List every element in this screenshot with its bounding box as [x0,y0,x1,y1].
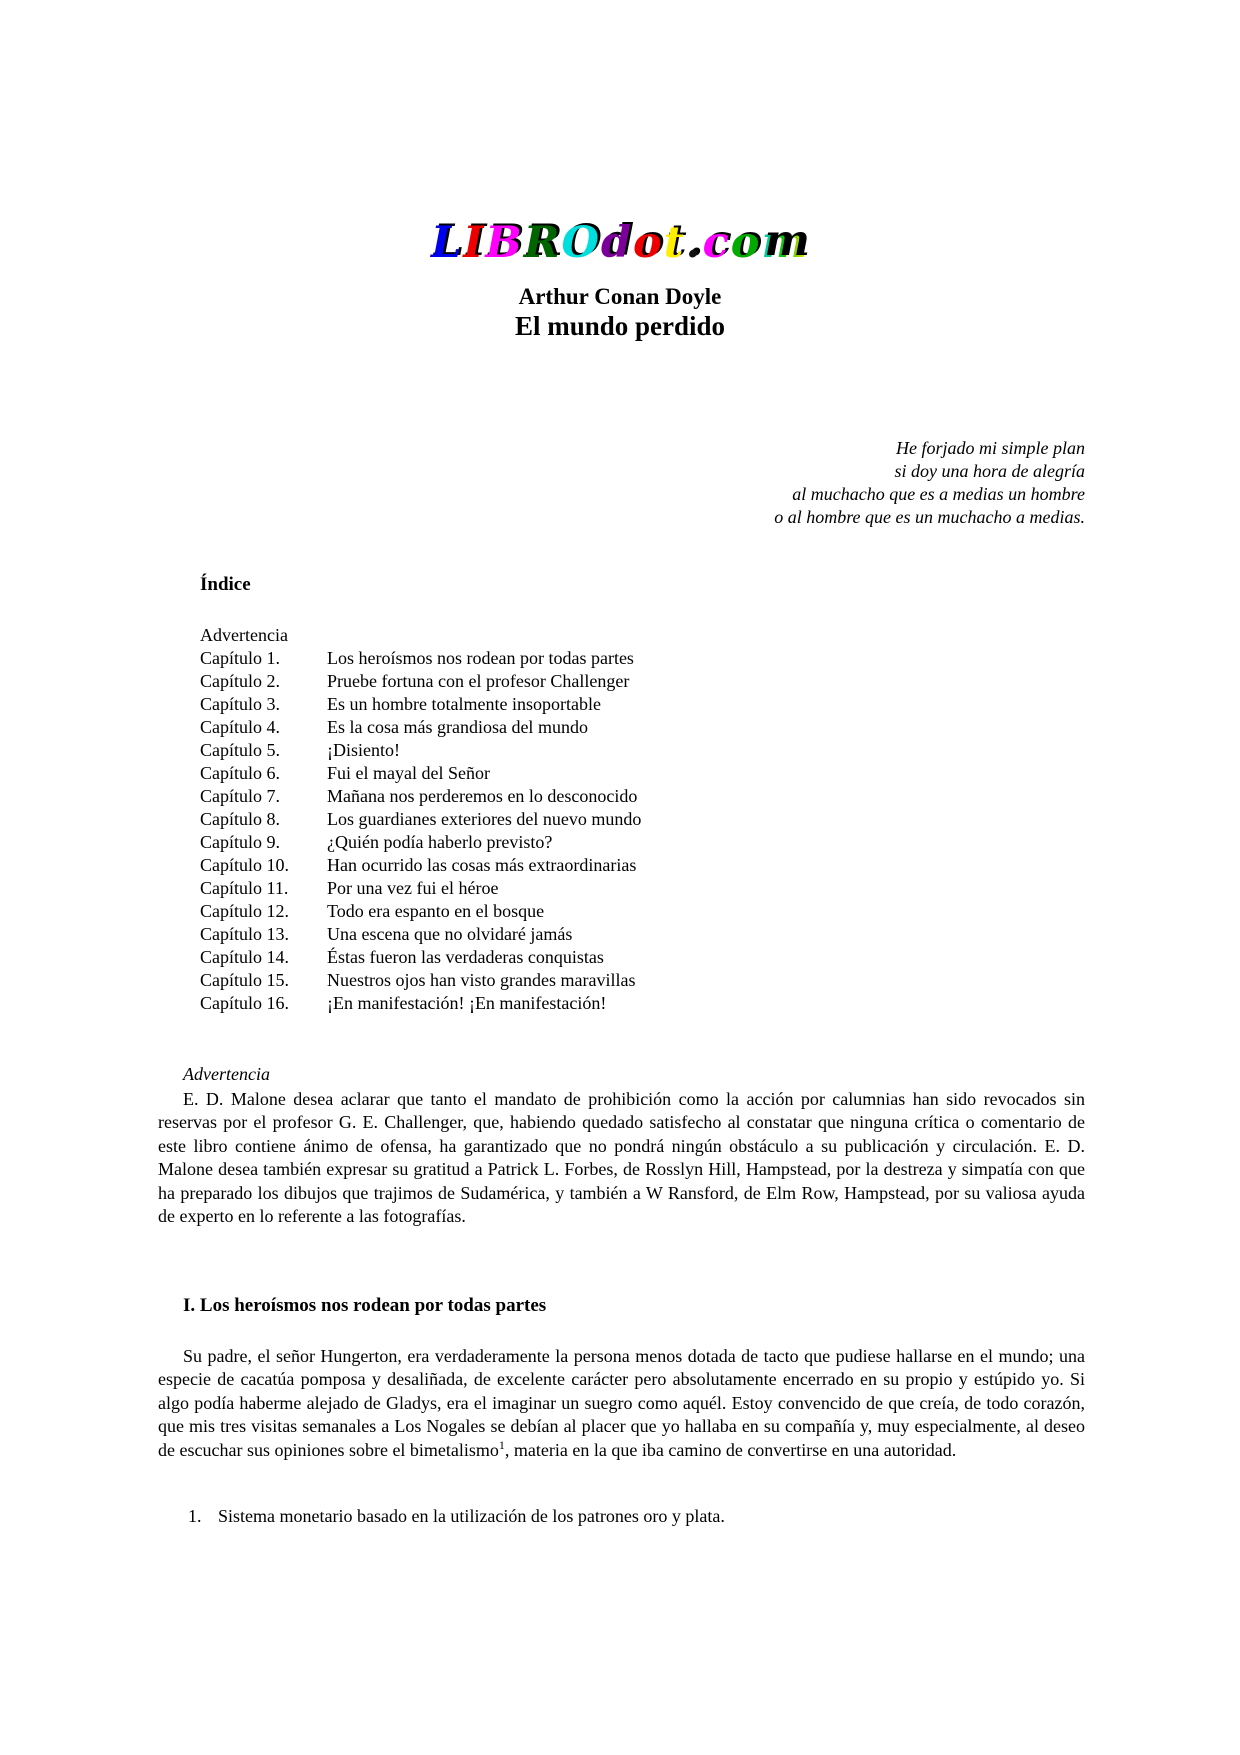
librodot-logo [0,220,1240,267]
toc-label: Capítulo 3. [200,694,280,714]
toc-title: Éstas fueron las verdaderas conquistas [327,947,604,967]
toc-label: Capítulo 8. [200,809,280,829]
toc-title: Una escena que no olvidaré jamás [327,924,573,944]
footnote-reference: 1 [498,1437,505,1452]
chapter1-heading: I. Los heroísmos nos rodean por todas partes [183,1295,547,1316]
toc-title: Todo era espanto en el bosque [327,901,545,921]
toc-label: Capítulo 7. [200,786,280,806]
toc-row [200,854,641,877]
epigraph-line: o al hombre que es un muchacho a medias. [774,507,1085,527]
toc-row [200,785,641,808]
toc-row [200,739,641,762]
toc-title: ¡En manifestación! ¡En manifestación! [327,993,607,1013]
book-title: El mundo perdido [514,311,726,341]
toc-heading: Índice [200,574,251,595]
toc-title: ¿Quién podía haberlo previsto? [327,832,553,852]
toc-label: Capítulo 11. [200,878,289,898]
toc-label: Advertencia [200,625,288,645]
toc-label: Capítulo 6. [200,763,280,783]
toc-row [200,693,641,716]
toc-list [200,624,641,1015]
author-name: Arthur Conan Doyle [518,284,722,309]
logo-letter: I [463,218,486,268]
toc-label: Capítulo 13. [200,924,289,944]
toc-row [200,762,641,785]
toc-title: Es la cosa más grandiosa del mundo [327,717,588,737]
epigraph-line: He forjado mi simple plan [896,438,1085,458]
logo-letter: t [663,218,686,268]
toc-row [200,969,641,992]
toc-label: Capítulo 10. [200,855,289,875]
toc-label: Capítulo 2. [200,671,280,691]
toc-row [200,716,641,739]
toc-label: Capítulo 14. [200,947,289,967]
logo-letter: L [431,218,464,268]
toc-title: ¡Disiento! [327,740,400,760]
footnote-text: Sistema monetario basado en la utilización de los patrones oro y plata. [218,1506,725,1526]
toc-title: Han ocurrido las cosas más extraordinarias [327,855,637,875]
epigraph-line: si doy una hora de alegría [894,461,1085,481]
toc-row [200,877,641,900]
chapter1-text: Su padre, el señor Hungerton, era verdaderamente la persona menos dotada de tacto que pudiese hallarse en el mundo; una especie de cacatúa pomposa y desaliñada, de excelente carácter pero absolutamente encerrado en su propio y estúpido yo. Si algo podía haberme alejado de Gladys, era el imaginar un suegro como aquél. Estoy convencido de que creía, de todo corazón, que mis tres visitas semanales a Los Nogales se debían al placer que yo hallaba en su compañía y, muy especialmente, al deseo de escuchar sus opiniones sobre el bimetalismo [158,1346,1085,1460]
toc-row [200,670,641,693]
toc-title: Fui el mayal del Señor [327,763,490,783]
toc-row [200,923,641,946]
advertencia-heading: Advertencia [183,1064,270,1084]
logo-letter: m [761,218,809,268]
logo-letter: c [702,218,731,268]
toc-row [200,831,641,854]
toc-title: Nuestros ojos han visto grandes maravillas [327,970,636,990]
toc-title: Mañana nos perderemos en lo desconocido [327,786,638,806]
logo-letter: o [730,218,762,268]
epigraph [774,437,1085,529]
toc-row [200,624,641,647]
toc-title: Los heroísmos nos rodean por todas partes [327,648,634,668]
epigraph-line: al muchacho que es a medias un hombre [792,484,1085,504]
logo-letter: . [685,218,703,268]
logo-letter: R [523,218,562,268]
logo-letter: o [633,218,664,268]
toc-label: Capítulo 5. [200,740,280,760]
toc-row [200,647,641,670]
toc-label: Capítulo 16. [200,993,289,1013]
footnote [188,1506,725,1527]
toc-title: Por una vez fui el héroe [327,878,499,898]
chapter1-paragraph [158,1345,1085,1462]
logo-letter: B [485,218,524,268]
logo-letter: O [561,218,601,268]
toc-row [200,808,641,831]
toc-title: Los guardianes exteriores del nuevo mundo [327,809,642,829]
footnote-number: 1. [188,1506,202,1526]
toc-title: Es un hombre totalmente insoportable [327,694,601,714]
toc-label: Capítulo 1. [200,648,280,668]
advertencia-paragraph: E. D. Malone desea aclarar que tanto el mandato de prohibición como la acción por calumnias han sido revocados sin reservas por el profesor G. E. Challenger, que, habiendo quedado satisfecho al constatar que ninguna crítica o comentario de este libro contiene ánimo de ofensa, ha garantizado que no pondrá ningún obstáculo a su publicación y circulación. E. D. Malone desea también expresar su gratitud a Patrick L. Forbes, de Rosslyn Hill, Hampstead, por la destreza y simpatía con que ha preparado los dibujos que trajimos de Sudamérica, y también a W Ransford, de Elm Row, Hampstead, por su valiosa ayuda de experto en lo referente a las fotografías. [158,1089,1085,1227]
logo-letter: d [600,218,634,268]
toc-label: Capítulo 15. [200,970,289,990]
chapter1-text-continued: , materia en la que iba camino de convertirse en una autoridad. [504,1439,957,1460]
toc-label: Capítulo 4. [200,717,280,737]
toc-title: Pruebe fortuna con el profesor Challenger [327,671,630,691]
toc-row [200,946,641,969]
toc-label: Capítulo 12. [200,901,289,921]
toc-label: Capítulo 9. [200,832,280,852]
toc-row [200,900,641,923]
toc-row [200,992,641,1015]
